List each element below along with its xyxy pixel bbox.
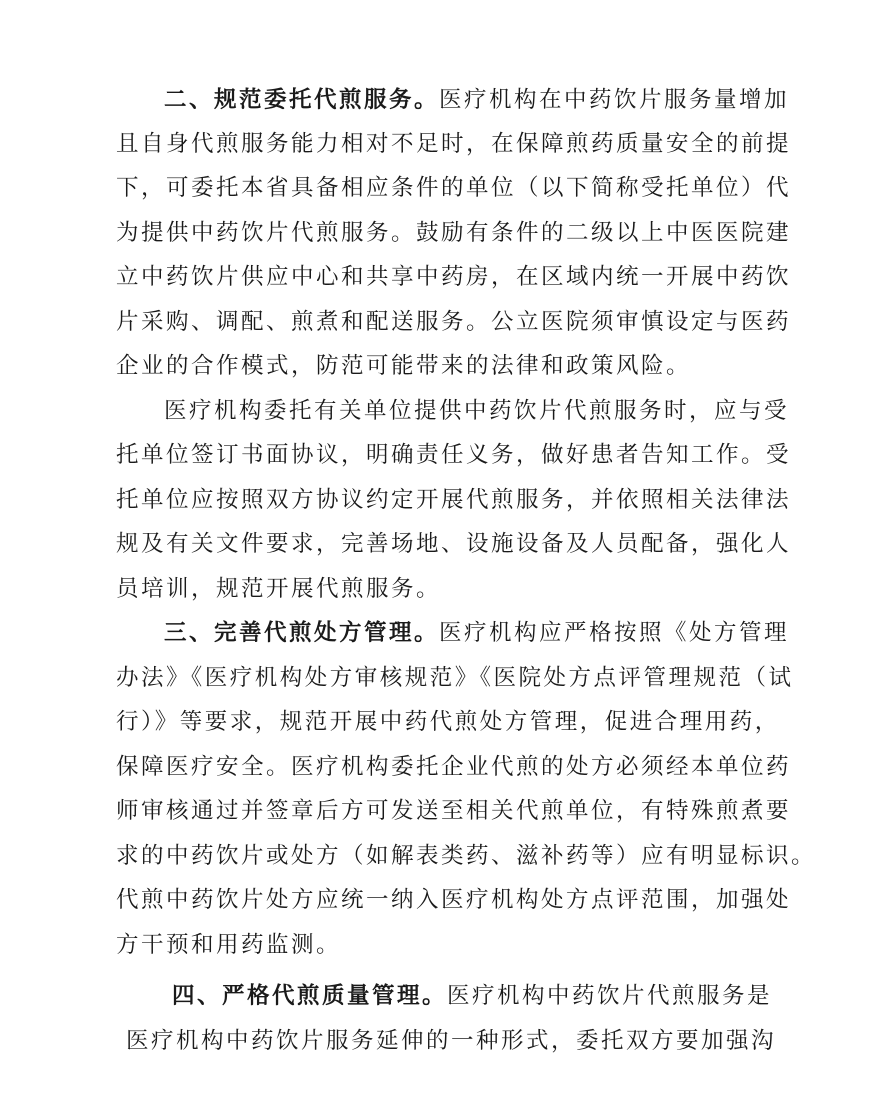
paragraph-line bbox=[164, 85, 789, 115]
paragraph-line: 托单位应按照双方协议约定开展代煎服务，并依照相关法律法 bbox=[116, 487, 792, 513]
paragraph-text: 医疗机构在中药饮片服务量增加 bbox=[439, 87, 790, 113]
paragraph-line: 且自身代煎服务能力相对不足时，在保障煎药质量安全的前提 bbox=[116, 131, 792, 157]
paragraph-line: 企业的合作模式，防范可能带来的法律和政策风险。 bbox=[116, 353, 692, 379]
section-heading: 二、规范委托代煎服务。 bbox=[164, 87, 440, 113]
paragraph-line: 保障医疗安全。医疗机构委托企业代煎的处方必须经本单位药 bbox=[116, 754, 792, 780]
section-heading: 三、完善代煎处方管理。 bbox=[164, 620, 440, 646]
paragraph-line bbox=[164, 618, 789, 648]
paragraph-line: 代煎中药饮片处方应统一纳入医疗机构处方点评范围，加强处 bbox=[116, 887, 792, 913]
paragraph-text: 医疗机构应严格按照《处方管理 bbox=[439, 620, 790, 646]
paragraph-line: 下，可委托本省具备相应条件的单位（以下简称受托单位）代 bbox=[116, 175, 792, 201]
paragraph-line: 方干预和用药监测。 bbox=[116, 932, 342, 958]
paragraph-line: 员培训，规范开展代煎服务。 bbox=[116, 576, 442, 602]
paragraph-line: 师审核通过并签章后方可发送至相关代煎单位，有特殊煎煮要 bbox=[116, 798, 792, 824]
section-heading: 四、严格代煎质量管理。 bbox=[172, 983, 448, 1009]
paragraph-line: 办法》《医疗机构处方审核规范》《医院处方点评管理规范（试 bbox=[116, 665, 794, 691]
paragraph-line bbox=[172, 981, 772, 1011]
paragraph-text: 医疗机构中药饮片代煎服务是 bbox=[447, 983, 773, 1009]
paragraph-line: 片采购、调配、煎煮和配送服务。公立医院须审慎设定与医药 bbox=[116, 309, 792, 335]
paragraph-line: 医疗机构委托有关单位提供中药饮片代煎服务时，应与受 bbox=[164, 398, 790, 424]
paragraph-line: 规及有关文件要求，完善场地、设施设备及人员配备，强化人 bbox=[116, 531, 792, 557]
paragraph-line: 行）》等要求，规范开展中药代煎处方管理，促进合理用药， bbox=[116, 709, 780, 735]
paragraph-line: 托单位签订书面协议，明确责任义务，做好患者告知工作。受 bbox=[116, 442, 792, 468]
paragraph-line: 求的中药饮片或处方（如解表类药、滋补药等）应有明显标识。 bbox=[116, 843, 817, 869]
paragraph-line: 立中药饮片供应中心和共享中药房，在区域内统一开展中药饮 bbox=[116, 264, 792, 290]
paragraph-line: 医疗机构中药饮片服务延伸的一种形式，委托双方要加强沟 bbox=[126, 1028, 777, 1054]
paragraph-line: 为提供中药饮片代煎服务。鼓励有条件的二级以上中医医院建 bbox=[116, 220, 792, 246]
